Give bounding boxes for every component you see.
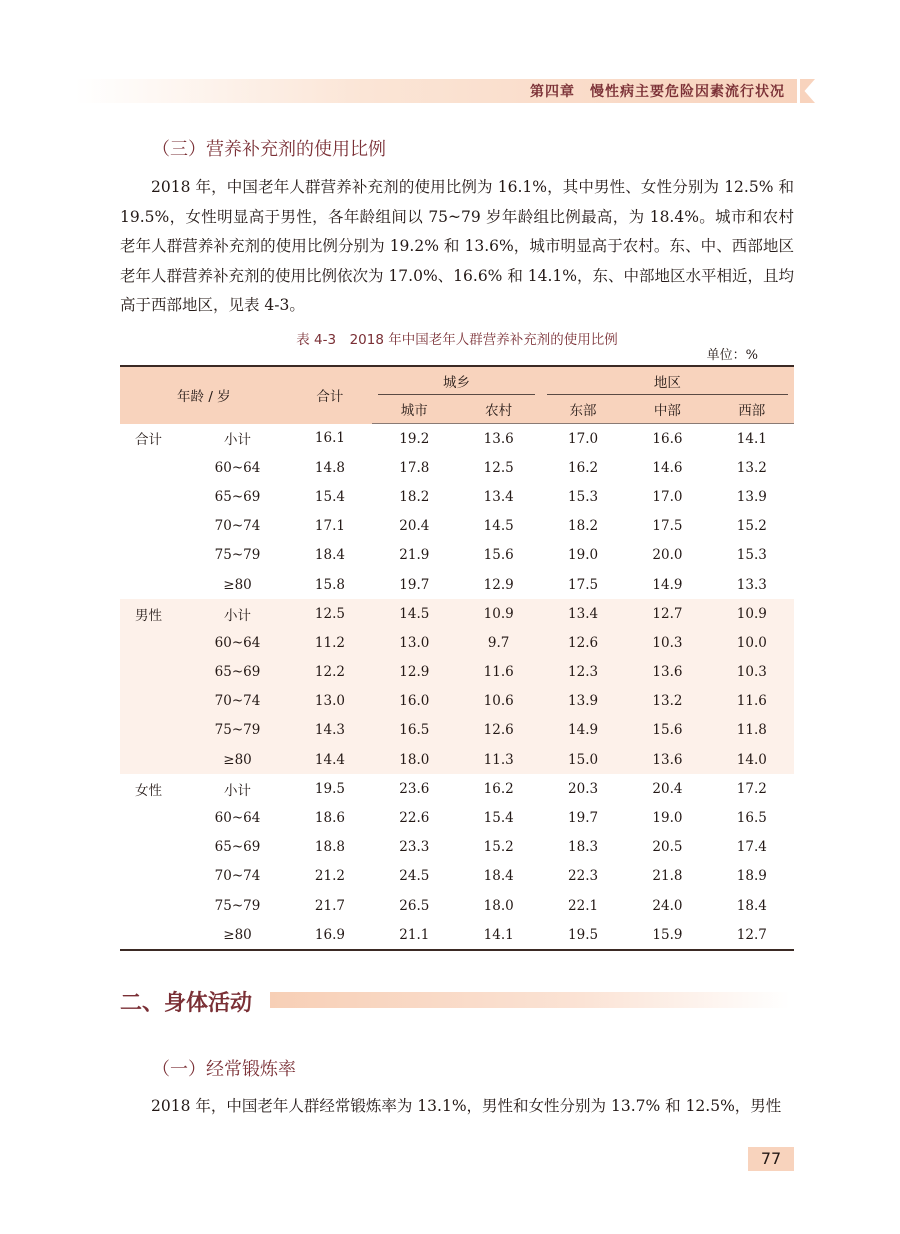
group-label: 男性 <box>120 599 187 628</box>
age-cell: 75~79 <box>187 716 287 745</box>
value-cell: 12.5 <box>288 599 372 628</box>
table-row <box>120 658 794 687</box>
age-cell: 75~79 <box>214 897 261 914</box>
value-cell: 18.8 <box>314 839 345 856</box>
value-cell: 15.4 <box>314 488 345 505</box>
value-cell: 14.0 <box>710 745 794 774</box>
value-cell: 15.2 <box>736 518 767 535</box>
value-cell: 10.3 <box>710 658 794 687</box>
age-cell: ≥80 <box>187 745 287 774</box>
table-row <box>120 687 794 716</box>
value-cell: 13.4 <box>541 599 625 628</box>
value-cell: 10.9 <box>710 599 794 628</box>
value-cell: 14.9 <box>652 576 683 593</box>
value-cell: 10.0 <box>710 628 794 657</box>
value-cell: 12.6 <box>456 716 540 745</box>
group-label <box>120 862 187 891</box>
value-cell: 20.3 <box>568 780 599 797</box>
value-cell: 14.5 <box>372 599 456 628</box>
value-cell: 17.4 <box>736 839 767 856</box>
age-cell: 60~64 <box>214 810 261 827</box>
value-cell: 13.0 <box>372 628 456 657</box>
value-cell: 13.3 <box>736 576 767 593</box>
group-label <box>120 482 187 511</box>
body-paragraph-exercise: 2018 年，中国老年人群经常锻炼率为 13.1%，男性和女性分别为 13.7% 和 12.5%，男性 <box>151 1097 782 1115</box>
group-male <box>120 599 794 774</box>
value-cell: 19.2 <box>399 430 430 447</box>
value-cell: 14.3 <box>288 716 372 745</box>
supplement-usage-table <box>120 365 794 951</box>
value-cell: 17.8 <box>399 459 430 476</box>
value-cell: 15.3 <box>568 488 599 505</box>
value-cell: 10.6 <box>456 687 540 716</box>
age-cell: 小计 <box>224 782 252 799</box>
value-cell: 23.3 <box>399 839 430 856</box>
value-cell: 18.0 <box>483 897 514 914</box>
header-west: 西部 <box>710 395 794 424</box>
group-label <box>120 541 187 570</box>
table-row <box>120 512 794 541</box>
header-region: 地区 <box>541 366 794 395</box>
value-cell: 9.7 <box>456 628 540 657</box>
table-row <box>120 891 794 920</box>
value-cell: 14.9 <box>541 716 625 745</box>
value-cell: 14.8 <box>314 459 345 476</box>
value-cell: 17.2 <box>736 780 767 797</box>
value-cell: 21.7 <box>314 897 345 914</box>
value-cell: 10.3 <box>625 628 709 657</box>
age-cell: 65~69 <box>187 658 287 687</box>
value-cell: 14.1 <box>736 430 767 447</box>
value-cell: 22.6 <box>399 810 430 827</box>
header-rural: 农村 <box>456 395 540 424</box>
age-cell: 小计 <box>224 432 252 449</box>
age-cell: 65~69 <box>214 488 261 505</box>
table-row <box>120 833 794 862</box>
value-cell: 15.4 <box>483 810 514 827</box>
table-row <box>120 628 794 657</box>
header-east: 东部 <box>541 395 625 424</box>
value-cell: 16.1 <box>314 430 345 447</box>
value-cell: 21.8 <box>652 868 683 885</box>
value-cell: 10.9 <box>456 599 540 628</box>
value-cell: 14.6 <box>652 459 683 476</box>
table-row <box>120 424 794 454</box>
value-cell: 22.1 <box>568 897 599 914</box>
value-cell: 15.8 <box>314 576 345 593</box>
value-cell: 19.0 <box>652 810 683 827</box>
group-label <box>120 512 187 541</box>
value-cell: 17.5 <box>652 518 683 535</box>
value-cell: 15.6 <box>483 547 514 564</box>
value-cell: 12.9 <box>483 576 514 593</box>
value-cell: 11.8 <box>710 716 794 745</box>
running-header-title: 第四章 慢性病主要危险因素流行状况 <box>530 84 785 100</box>
value-cell: 18.3 <box>568 839 599 856</box>
value-cell: 12.7 <box>625 599 709 628</box>
age-cell: 65~69 <box>214 839 261 856</box>
age-cell: ≥80 <box>223 576 252 593</box>
subsection-heading-supplements: （三）营养补充剂的使用比例 <box>152 139 386 160</box>
group-female <box>120 774 794 950</box>
value-cell: 14.1 <box>456 920 540 950</box>
value-cell: 14.4 <box>288 745 372 774</box>
value-cell: 17.1 <box>314 518 345 535</box>
value-cell: 13.0 <box>288 687 372 716</box>
value-cell: 24.0 <box>652 897 683 914</box>
value-cell: 16.2 <box>483 780 514 797</box>
group-label <box>120 453 187 482</box>
group-label <box>120 570 187 599</box>
value-cell: 12.6 <box>541 628 625 657</box>
value-cell: 15.9 <box>625 920 709 950</box>
value-cell: 20.4 <box>652 780 683 797</box>
value-cell: 20.5 <box>652 839 683 856</box>
section-title-physical-activity: 二、身体活动 <box>120 991 253 1016</box>
value-cell: 12.3 <box>541 658 625 687</box>
table-row <box>120 745 794 774</box>
value-cell: 18.4 <box>736 897 767 914</box>
age-cell: ≥80 <box>187 920 287 950</box>
value-cell: 13.9 <box>541 687 625 716</box>
age-cell: 70~74 <box>187 687 287 716</box>
value-cell: 18.0 <box>372 745 456 774</box>
value-cell: 12.5 <box>483 459 514 476</box>
value-cell: 15.3 <box>736 547 767 564</box>
age-cell: 小计 <box>187 599 287 628</box>
value-cell: 21.1 <box>372 920 456 950</box>
age-cell: 60~64 <box>214 459 261 476</box>
value-cell: 14.5 <box>483 518 514 535</box>
value-cell: 18.4 <box>314 547 345 564</box>
value-cell: 18.2 <box>399 488 430 505</box>
value-cell: 15.0 <box>541 745 625 774</box>
group-label <box>120 716 187 745</box>
table-row <box>120 803 794 832</box>
value-cell: 11.6 <box>710 687 794 716</box>
value-cell: 13.2 <box>736 459 767 476</box>
value-cell: 21.9 <box>399 547 430 564</box>
header-age: 年龄 / 岁 <box>120 366 288 424</box>
value-cell: 18.4 <box>483 868 514 885</box>
header-urban: 城市 <box>372 395 456 424</box>
value-cell: 16.0 <box>372 687 456 716</box>
group-label: 女性 <box>135 782 162 799</box>
value-cell: 19.7 <box>399 576 430 593</box>
value-cell: 13.6 <box>625 745 709 774</box>
header-urban-rural: 城乡 <box>372 366 541 395</box>
value-cell: 20.0 <box>652 547 683 564</box>
age-cell: 60~64 <box>187 628 287 657</box>
value-cell: 19.7 <box>568 810 599 827</box>
table-caption: 表 4-3 2018 年中国老年人群营养补充剂的使用比例 <box>296 332 618 348</box>
group-total <box>120 424 794 600</box>
value-cell: 11.2 <box>288 628 372 657</box>
value-cell: 16.5 <box>372 716 456 745</box>
value-cell: 26.5 <box>399 897 430 914</box>
value-cell: 11.3 <box>456 745 540 774</box>
value-cell: 17.0 <box>568 430 599 447</box>
value-cell: 22.3 <box>568 868 599 885</box>
value-cell: 11.6 <box>456 658 540 687</box>
value-cell: 17.5 <box>568 576 599 593</box>
value-cell: 13.2 <box>625 687 709 716</box>
value-cell: 20.4 <box>399 518 430 535</box>
value-cell: 19.5 <box>541 920 625 950</box>
age-cell: 70~74 <box>214 868 261 885</box>
group-label <box>120 833 187 862</box>
table-unit: 单位：% <box>706 348 758 363</box>
value-cell: 16.6 <box>652 430 683 447</box>
value-cell: 16.9 <box>288 920 372 950</box>
table-row <box>120 482 794 511</box>
value-cell: 21.2 <box>314 868 345 885</box>
table-row <box>120 453 794 482</box>
group-label <box>120 891 187 920</box>
value-cell: 16.2 <box>568 459 599 476</box>
value-cell: 23.6 <box>399 780 430 797</box>
value-cell: 18.2 <box>568 518 599 535</box>
group-label <box>120 658 187 687</box>
subsection-heading-exercise: （一）经常锻炼率 <box>152 1059 296 1080</box>
value-cell: 12.2 <box>288 658 372 687</box>
group-label <box>120 745 187 774</box>
value-cell: 18.9 <box>736 868 767 885</box>
value-cell: 13.4 <box>483 488 514 505</box>
table-row <box>120 599 794 628</box>
value-cell: 13.9 <box>736 488 767 505</box>
value-cell: 19.5 <box>314 780 345 797</box>
body-paragraph-supplements: 2018 年，中国老年人群营养补充剂的使用比例为 16.1%，其中男性、女性分别为 12.5% 和 19.5%，女性明显高于男性，各年龄组间以 75~79 岁年龄组比例最高，为 18.4%。城市和农村老年人群营养补充剂的使用比例分别为 19.2% 和 13.6%，城市明显高于农村。东、中、西部地区老年人群营养补充剂的使用比例依次为 17.0%、16.6% 和 14.1%，东、中部地区水平相近，且均高于西部地区，见表 4-3。 <box>120 178 795 314</box>
group-label <box>120 687 187 716</box>
table-row <box>120 716 794 745</box>
value-cell: 13.6 <box>625 658 709 687</box>
value-cell: 13.6 <box>483 430 514 447</box>
header-total: 合计 <box>288 366 372 424</box>
age-cell: 70~74 <box>214 518 261 535</box>
table-row <box>120 774 794 803</box>
header-tab-decoration <box>800 79 815 103</box>
table-row <box>120 920 794 950</box>
value-cell: 12.9 <box>372 658 456 687</box>
table-row <box>120 570 794 599</box>
group-label: 合计 <box>135 432 162 449</box>
value-cell: 18.6 <box>314 810 345 827</box>
value-cell: 16.5 <box>736 810 767 827</box>
value-cell: 15.6 <box>625 716 709 745</box>
header-central: 中部 <box>625 395 709 424</box>
group-label <box>120 628 187 657</box>
group-label <box>120 920 187 950</box>
section-title-bar <box>270 992 790 1008</box>
age-cell: 75~79 <box>214 547 261 564</box>
table-row <box>120 541 794 570</box>
group-label <box>120 803 187 832</box>
value-cell: 19.0 <box>568 547 599 564</box>
table-row <box>120 862 794 891</box>
page-number: 77 <box>748 1147 794 1171</box>
value-cell: 24.5 <box>399 868 430 885</box>
running-header <box>75 79 797 103</box>
value-cell: 17.0 <box>652 488 683 505</box>
value-cell: 15.2 <box>483 839 514 856</box>
value-cell: 12.7 <box>710 920 794 950</box>
